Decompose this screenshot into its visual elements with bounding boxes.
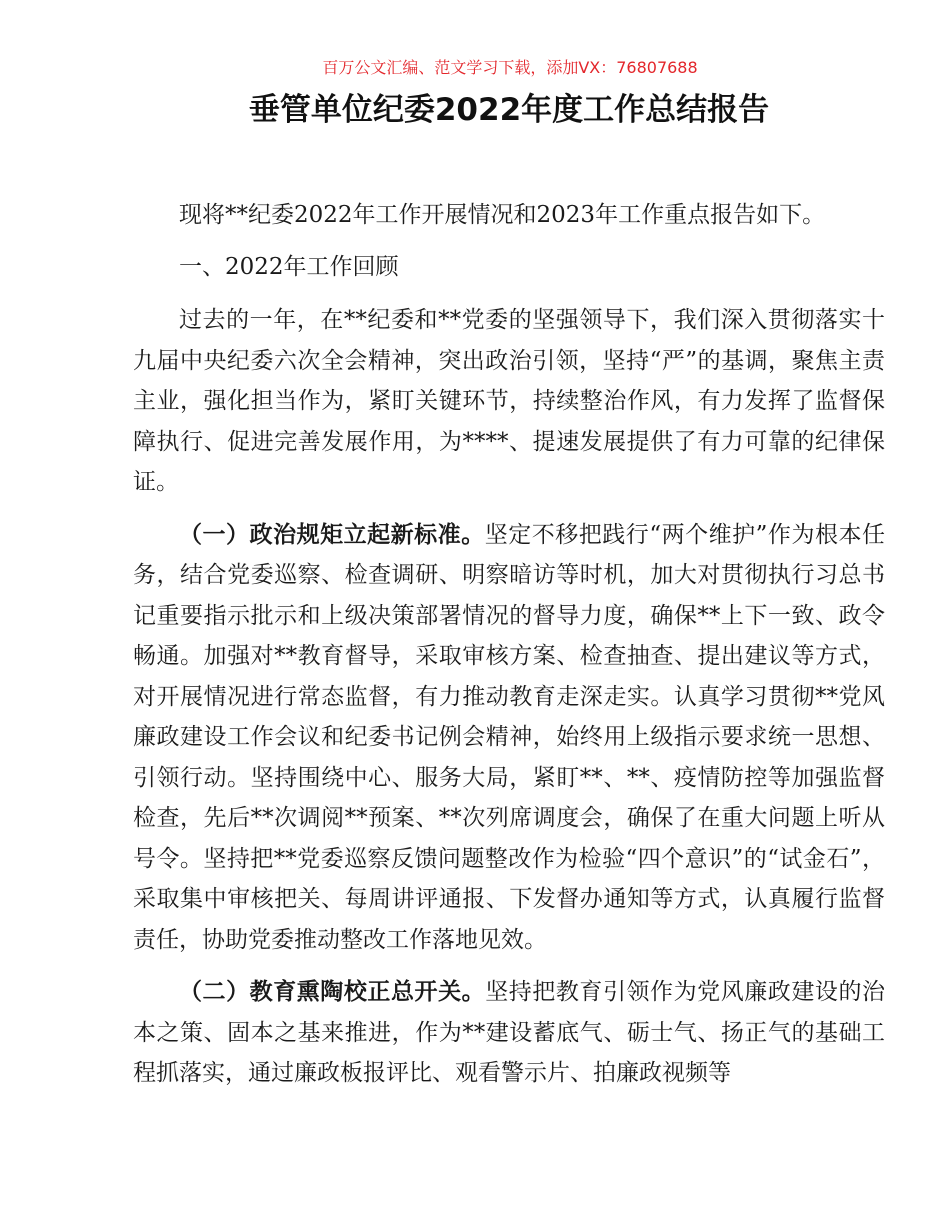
document-body bbox=[133, 195, 885, 1106]
intro-paragraph: 现将**纪委2022年工作开展情况和2023年工作重点报告如下。 bbox=[179, 202, 826, 228]
item-text-political: 坚定不移把践行“两个维护”作为根本任务，结合党委巡察、检查调研、明察暗访等时机，加大对贯彻执行习总书记重要指示批示和上级决策部署情况的督导力度，确保**上下一致、政令畅通。加强对**教育督导，采取审核方案、检查抽查、提出建议等方式，对开展情况进行常态监督，有力推动教育走深走实。认真学习贯彻**党风廉政建设工作会议和纪委书记例会精神，始终用上级指示要求统一思想、引领行动。坚持围绕中心、服务大局，紧盯**、**、疫情防控等加强监督检查，先后**次调阅**预案、**次列席调度会，确保了在重大问题上听从号令。坚持把**党委巡察反馈问题整改作为检验“四个意识”的“试金石”，采取集中审核把关、每周讲评通报、下发督办通知等方式，认真履行监督责任，协助党委推动整改工作落地见效。 bbox=[133, 521, 886, 953]
item-lead-education: （二）教育熏陶校正总开关。 bbox=[179, 978, 486, 1005]
item-paragraph-education bbox=[133, 972, 885, 1094]
item-text-education: 坚持把教育引领作为党风廉政建设的治本之策、固本之基来推进，作为**建设蓄底气、砺士气、扬正气的基础工程抓落实，通过廉政板报评比、观看警示片、拍廉政视频等 bbox=[133, 979, 886, 1086]
watermark-banner: 百万公文汇编、范文学习下载，添加VX：76807688 bbox=[322, 58, 698, 77]
section-heading: 一、2022年工作回顾 bbox=[179, 253, 399, 280]
item-lead-political: （一）政治规矩立起新标准。 bbox=[179, 520, 485, 548]
item-paragraph-political bbox=[133, 515, 885, 961]
document-title: 垂管单位纪委2022年度工作总结报告 bbox=[248, 92, 770, 128]
review-paragraph: 过去的一年，在**纪委和**党委的坚强领导下，我们深入贯彻落实十九届中央纪委六次全会精神，突出政治引领，坚持“严”的基调，聚焦主责主业，强化担当作为，紧盯关键环节，持续整治作风，有力发挥了监督保障执行、促进完善发展作用，为****、提速发展提供了有力可靠的纪律保证。 bbox=[133, 307, 885, 495]
